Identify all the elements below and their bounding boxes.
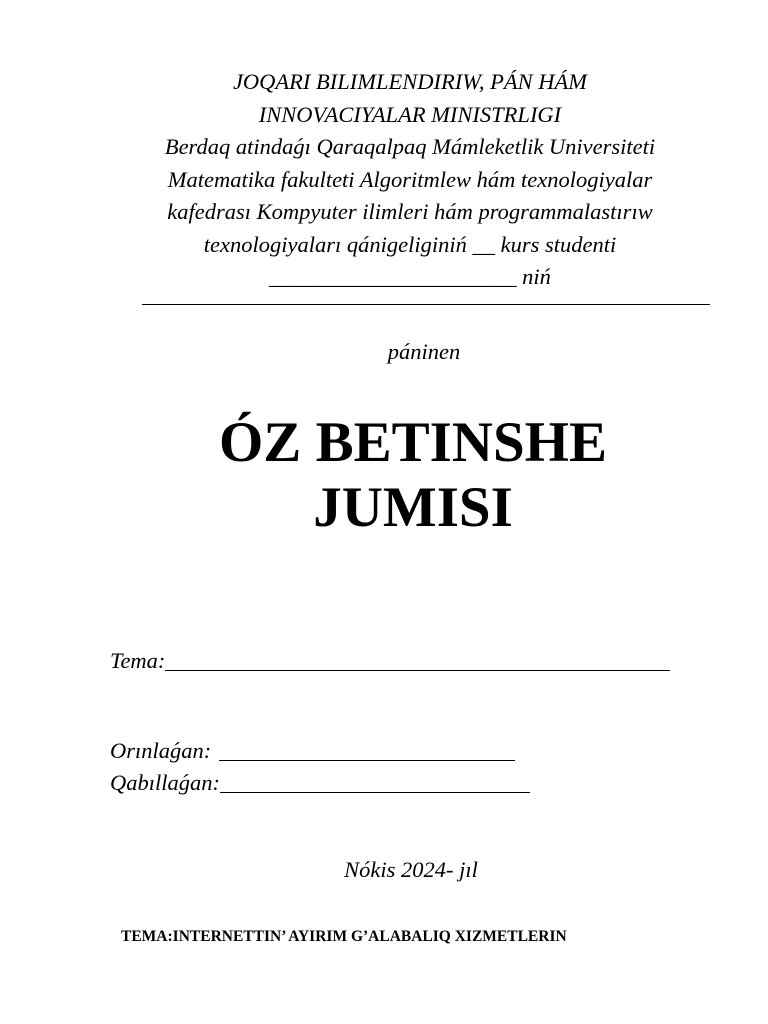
tema-label: Tema: bbox=[110, 648, 166, 673]
qabillagan-blank-line bbox=[220, 792, 530, 793]
header-line-department: kafedrası Kompyuter ilimleri hám programmalastırıw bbox=[167, 199, 653, 224]
header-line-faculty: Matematika fakulteti Algoritmlew hám texnologiyalar bbox=[167, 166, 653, 192]
subject-blank-line bbox=[142, 304, 710, 305]
qabillagan-label: Qabıllaǵan: bbox=[110, 770, 220, 795]
header-line-university: Berdaq atindaǵı Qaraqalpaq Mámleketlik Universiteti bbox=[164, 134, 656, 159]
orinlagan-label: Orınlaǵan: bbox=[110, 738, 212, 763]
title-line-1: ÓZ BETINSHE bbox=[218, 411, 608, 474]
subject-label: páninen bbox=[387, 339, 461, 364]
orinlagan-field bbox=[110, 738, 515, 764]
title-line-2: JUMISI bbox=[313, 476, 513, 539]
tema-field bbox=[110, 648, 670, 674]
header-line-student-name: ______________________ niń bbox=[269, 264, 551, 289]
city-year: Nókis 2024- jıl bbox=[344, 857, 478, 882]
topic-heading: TEMA:INTERNETTIN’ AYIRIM G’ALABALIQ XIZMETLERIN bbox=[121, 928, 567, 945]
header-line-ministry-1: JOQARI BILIMLENDIRIW, PÁN HÁM bbox=[232, 69, 588, 94]
orinlagan-blank-line bbox=[219, 760, 515, 761]
header-line-ministry-2: INNOVACIYALAR MINISTRLIGI bbox=[258, 101, 562, 127]
document-title bbox=[0, 410, 768, 540]
qabillagan-field bbox=[110, 770, 530, 796]
tema-blank-line bbox=[165, 670, 670, 671]
institution-header bbox=[60, 66, 760, 294]
header-line-specialty: texnologiyaları qánigeliginiń __ kurs studenti bbox=[203, 231, 617, 257]
